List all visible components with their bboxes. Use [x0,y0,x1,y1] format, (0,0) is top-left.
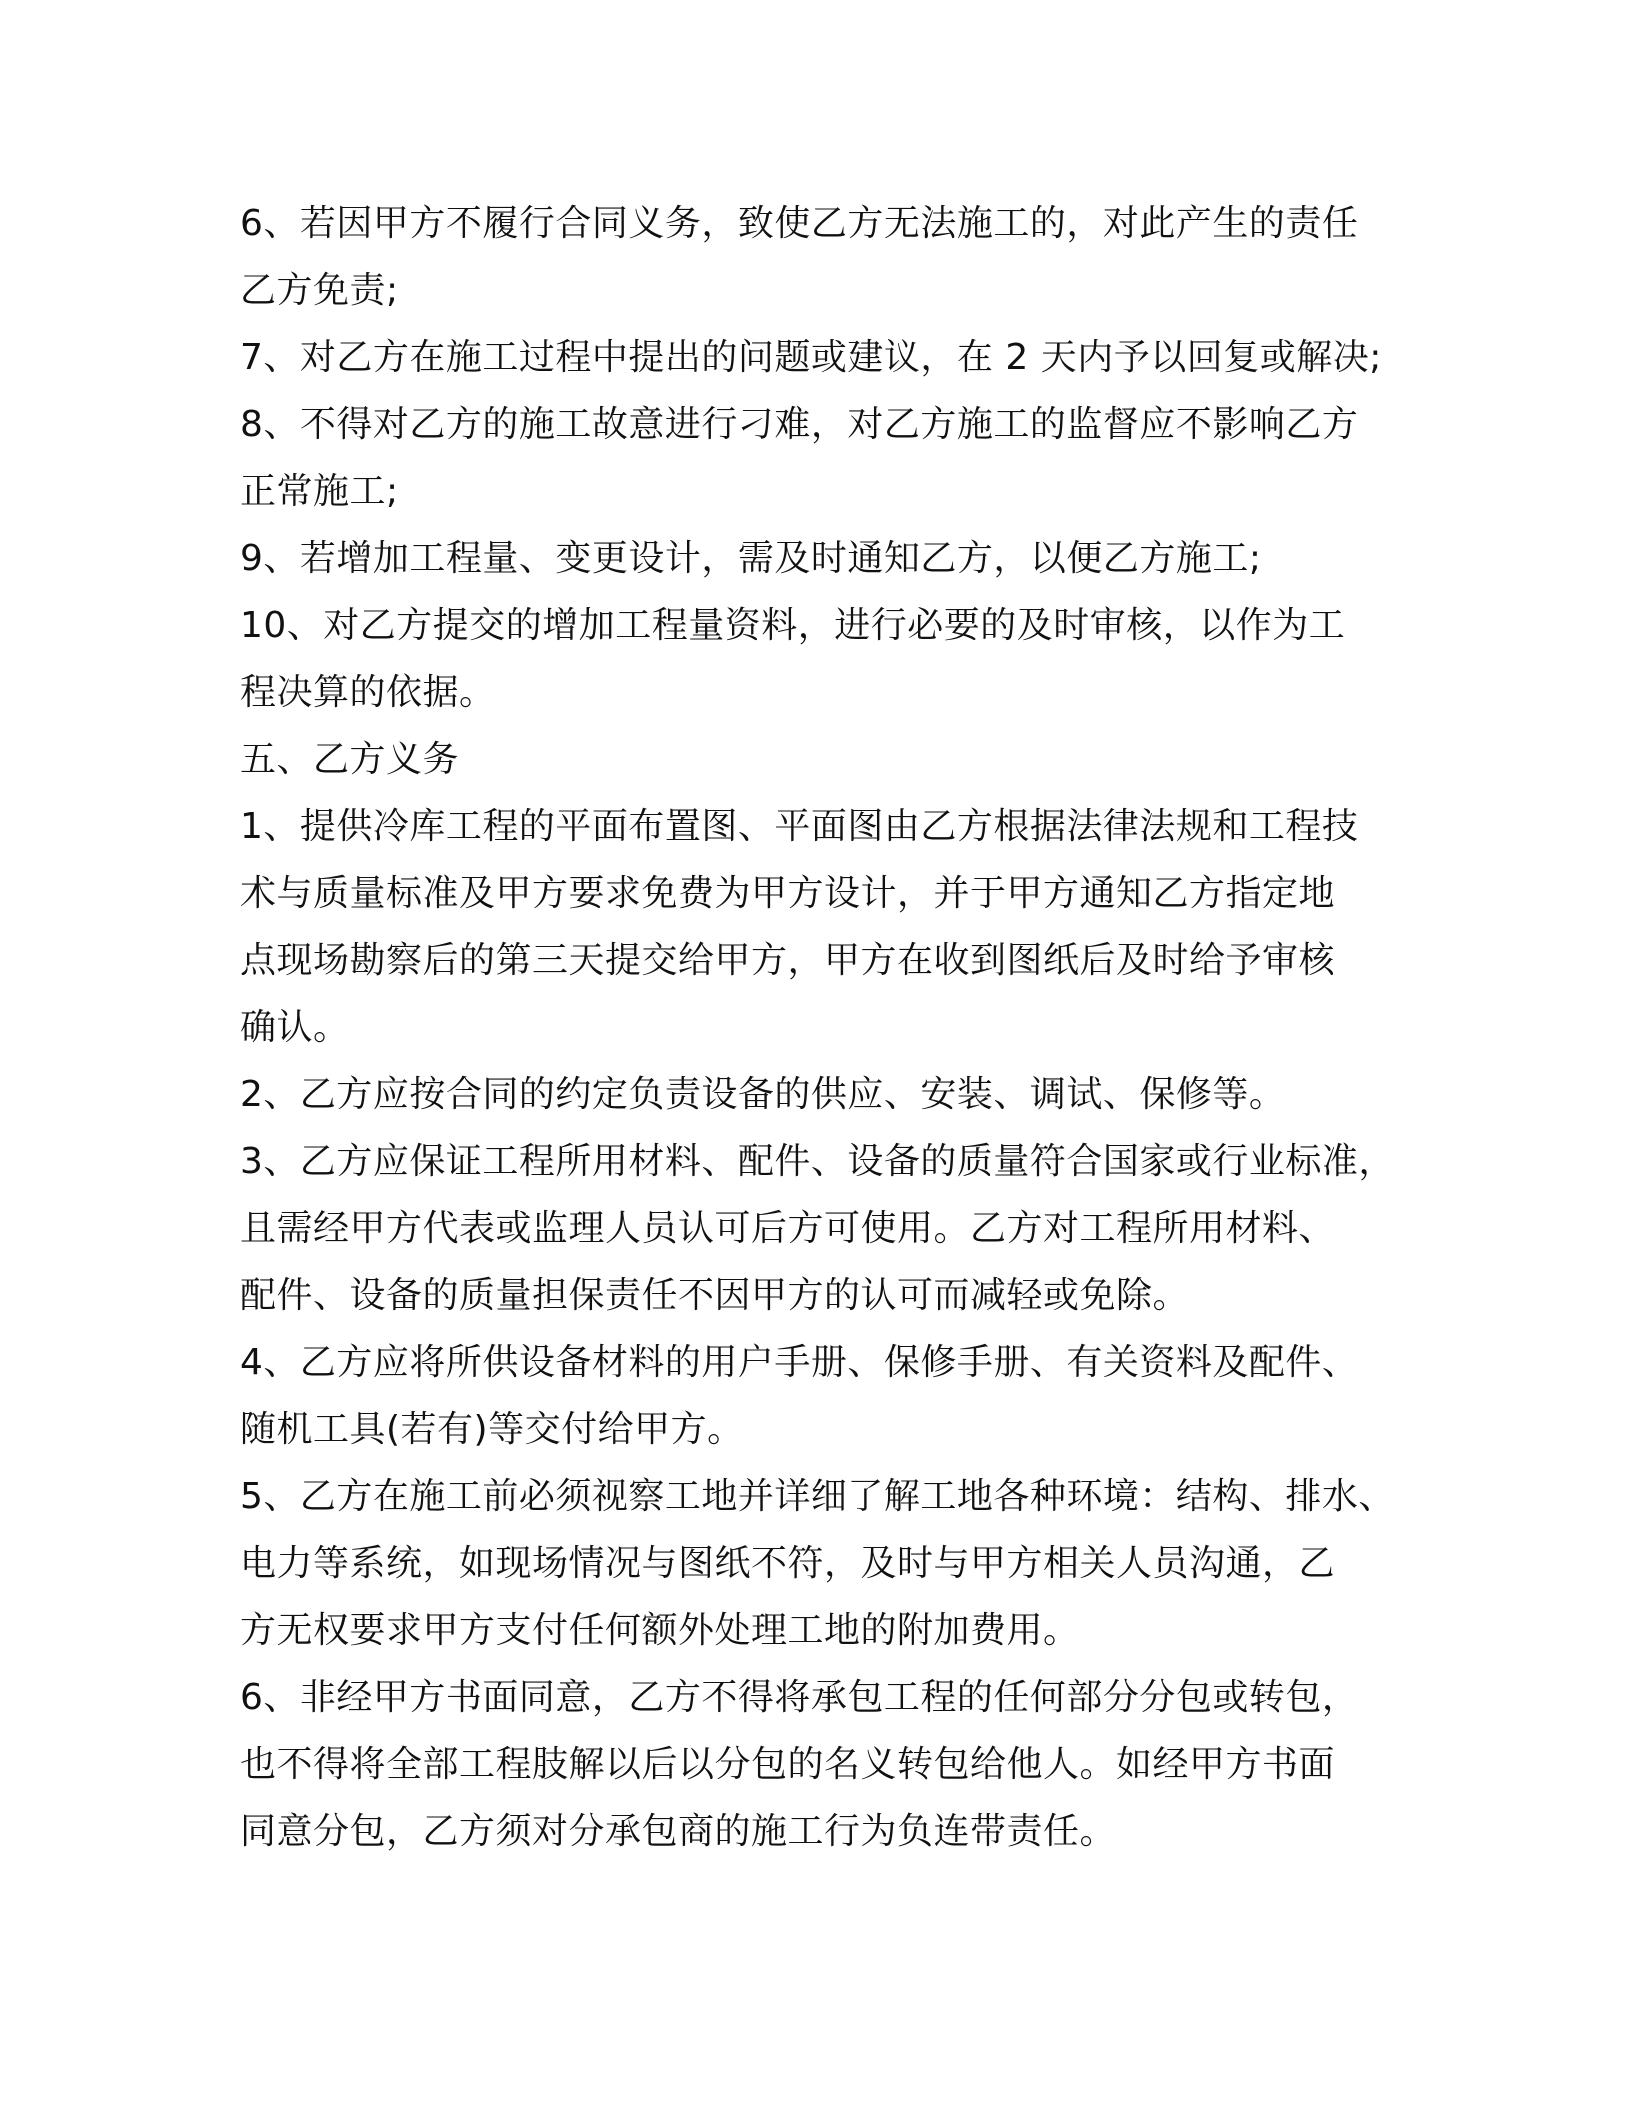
text-line: 确认。 [240,1007,350,1048]
text-line: 点现场勘察后的第三天提交给甲方，甲方在收到图纸后及时给予审核 [240,940,1336,981]
text-line: 程决算的依据。 [240,672,496,713]
text-line: 6、若因甲方不履行合同义务，致使乙方无法施工的，对此产生的责任 [240,203,1359,244]
text-line: 9、若增加工程量、变更设计，需及时通知乙方，以便乙方施工; [240,538,1262,579]
text-line: 7、对乙方在施工过程中提出的问题或建议，在 2 天内予以回复或解决; [240,337,1382,378]
document-body [240,190,1420,1865]
text-line: 且需经甲方代表或监理人员认可后方可使用。乙方对工程所用材料、 [240,1208,1336,1249]
text-line: 8、不得对乙方的施工故意进行刁难，对乙方施工的监督应不影响乙方 [240,404,1359,445]
text-line: 10、对乙方提交的增加工程量资料，进行必要的及时审核，以作为工 [240,605,1346,646]
text-line: 随机工具(若有)等交付给甲方。 [240,1409,744,1450]
text-line: 电力等系统，如现场情况与图纸不符，及时与甲方相关人员沟通，乙 [240,1543,1336,1584]
section-heading: 五、乙方义务 [240,739,460,780]
text-line: 1、提供冷库工程的平面布置图、平面图由乙方根据法律法规和工程技 [240,806,1359,847]
text-line: 正常施工; [240,471,399,512]
text-line: 乙方免责; [240,270,399,311]
text-line: 6、非经甲方书面同意，乙方不得将承包工程的任何部分分包或转包， [240,1677,1359,1718]
text-line: 术与质量标准及甲方要求免费为甲方设计，并于甲方通知乙方指定地 [240,873,1336,914]
text-line: 2、乙方应按合同的约定负责设备的供应、安装、调试、保修等。 [240,1074,1286,1115]
text-line: 方无权要求甲方支付任何额外处理工地的附加费用。 [240,1610,1080,1651]
text-line: 5、乙方在施工前必须视察工地并详细了解工地各种环境：结构、排水、 [240,1476,1395,1517]
text-line: 3、乙方应保证工程所用材料、配件、设备的质量符合国家或行业标准， [240,1141,1395,1182]
text-line: 配件、设备的质量担保责任不因甲方的认可而减轻或免除。 [240,1275,1190,1316]
text-line: 4、乙方应将所供设备材料的用户手册、保修手册、有关资料及配件、 [240,1342,1359,1383]
text-line: 同意分包，乙方须对分承包商的施工行为负连带责任。 [240,1811,1117,1852]
text-line: 也不得将全部工程肢解以后以分包的名义转包给他人。如经甲方书面 [240,1744,1336,1785]
